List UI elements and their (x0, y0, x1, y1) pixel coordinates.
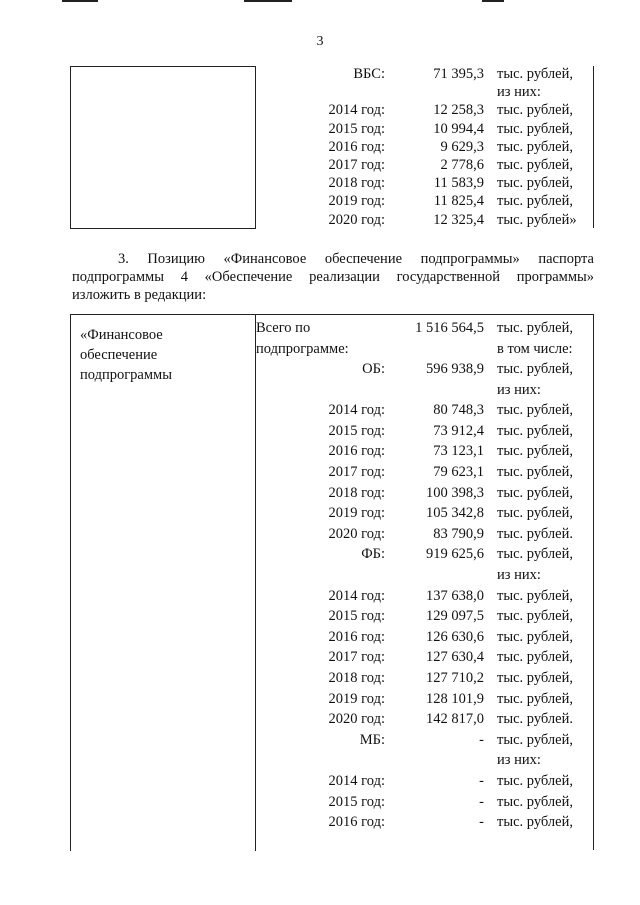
row-unit: тыс. рублей, (497, 157, 573, 173)
total-unit-2: в том числе: (497, 341, 573, 357)
row-unit: тыс. рублей, (497, 670, 573, 686)
row-unit: из них: (497, 567, 541, 583)
row-unit: тыс. рублей, (497, 690, 573, 707)
row-unit: из них: (497, 84, 541, 101)
row-value: 73 912,4 (433, 422, 484, 439)
table2-left-cell (70, 314, 256, 851)
row-unit: тыс. рублей, (497, 464, 573, 480)
row-value: 128 101,9 (426, 690, 484, 707)
row-unit: из них: (497, 381, 541, 398)
row-value: 137 638,0 (426, 587, 484, 604)
row-unit: тыс. рублей, (497, 138, 573, 155)
row-label: 2019 год: (328, 690, 385, 707)
page-number: 3 (316, 34, 324, 49)
row-label: 2015 год: (328, 120, 385, 137)
row-label: 2014 год: (328, 773, 385, 789)
instruction-line-2: подпрограммы 4 «Обеспечение реализации государственной программы» (72, 269, 594, 285)
row-value: 2 778,6 (440, 157, 484, 173)
row-label: ФБ: (361, 546, 385, 563)
row-label-line-1: «Финансовое (80, 327, 163, 343)
instruction-paragraph (72, 250, 594, 304)
row-label-line-2: обеспечение (80, 347, 158, 363)
row-unit: тыс. рублей, (497, 814, 573, 831)
row-value: 127 710,2 (426, 670, 484, 686)
row-label: 2020 год: (328, 211, 385, 228)
row-value: 79 623,1 (433, 464, 484, 480)
row-unit: тыс. рублей, (497, 484, 573, 501)
row-value: 105 342,8 (426, 505, 484, 522)
row-label: 2016 год: (328, 628, 385, 645)
row-value: 919 625,6 (426, 546, 484, 563)
row-label: 2018 год: (328, 175, 385, 192)
row-unit: тыс. рублей» (497, 211, 577, 228)
row-unit: тыс. рублей, (497, 731, 573, 748)
row-unit: тыс. рублей, (497, 193, 573, 210)
row-value: 596 938,9 (426, 361, 484, 377)
row-value: 83 790,9 (433, 525, 484, 542)
row-label: 2017 год: (328, 157, 385, 173)
row-value: 100 398,3 (426, 484, 484, 501)
row-unit: тыс. рублей, (497, 773, 573, 789)
row-value: - (479, 814, 484, 831)
row-value: 71 395,3 (433, 66, 484, 82)
row-unit: тыс. рублей, (497, 120, 573, 137)
row-label: 2015 год: (328, 422, 385, 439)
row-unit: тыс. рублей. (497, 711, 573, 728)
row-unit: тыс. рублей, (497, 175, 573, 192)
row-value: 142 817,0 (426, 711, 484, 728)
table1-left-cell (70, 66, 256, 229)
table2-row-label (80, 325, 172, 385)
row-label: 2015 год: (328, 608, 385, 625)
total-header-line-1: Всего по (256, 320, 311, 336)
row-value: - (479, 773, 484, 789)
total-unit: тыс. рублей, (497, 320, 573, 336)
row-label: 2020 год: (328, 711, 385, 728)
row-label: 2014 год: (328, 402, 385, 419)
row-unit: тыс. рублей, (497, 443, 573, 460)
table2-top-border (70, 314, 594, 315)
row-label: 2016 год: (328, 814, 385, 831)
row-label: 2018 год: (328, 484, 385, 501)
row-label: 2017 год: (328, 649, 385, 666)
row-value: 11 583,9 (433, 175, 484, 192)
row-unit: тыс. рублей, (497, 608, 573, 625)
top-edge-mark-left (62, 0, 98, 2)
row-label: 2019 год: (328, 505, 385, 522)
row-value: - (479, 793, 484, 810)
row-unit: тыс. рублей, (497, 628, 573, 645)
row-label: 2014 год: (328, 587, 385, 604)
row-unit: тыс. рублей, (497, 102, 573, 119)
row-label: 2015 год: (328, 793, 385, 810)
row-value: 12 258,3 (433, 102, 484, 119)
row-label: 2020 год: (328, 525, 385, 542)
row-label-line-3: подпрограммы (80, 367, 172, 383)
row-unit: тыс. рублей. (497, 525, 573, 542)
row-label: ВБС: (353, 66, 385, 82)
row-value: 129 097,5 (426, 608, 484, 625)
row-value: 73 123,1 (433, 443, 484, 460)
row-unit: тыс. рублей, (497, 587, 573, 604)
row-unit: тыс. рублей, (497, 402, 573, 419)
row-label: 2019 год: (328, 193, 385, 210)
row-unit: тыс. рублей, (497, 361, 573, 377)
row-unit: тыс. рублей, (497, 793, 573, 810)
table2-right-border (593, 314, 594, 850)
row-unit: тыс. рублей, (497, 66, 573, 82)
row-label: 2016 год: (328, 138, 385, 155)
row-value: 126 630,6 (426, 628, 484, 645)
row-label: 2016 год: (328, 443, 385, 460)
instruction-line-1: 3. Позицию «Финансовое обеспечение подпрограммы» паспорта (118, 251, 594, 267)
row-value: 12 325,4 (433, 211, 484, 228)
row-unit: из них: (497, 752, 541, 769)
row-value: 11 825,4 (433, 193, 484, 210)
row-value: 127 630,4 (426, 649, 484, 666)
top-edge-mark-center (244, 0, 292, 2)
top-edge-mark-right (482, 0, 504, 2)
row-label: 2017 год: (328, 464, 385, 480)
table1-right-border (593, 66, 594, 228)
row-label: ОБ: (362, 361, 385, 377)
row-unit: тыс. рублей, (497, 505, 573, 522)
row-unit: тыс. рублей, (497, 546, 573, 563)
row-label: МБ: (359, 731, 385, 748)
row-label: 2018 год: (328, 670, 385, 686)
total-value: 1 516 564,5 (415, 320, 484, 336)
row-value: 80 748,3 (433, 402, 484, 419)
total-header-line-2: подпрограмме: (256, 341, 349, 357)
row-unit: тыс. рублей, (497, 422, 573, 439)
row-value: - (479, 731, 484, 748)
row-value: 10 994,4 (433, 120, 484, 137)
row-label: 2014 год: (328, 102, 385, 119)
row-unit: тыс. рублей, (497, 649, 573, 666)
instruction-line-3: изложить в редакции: (72, 287, 207, 303)
row-value: 9 629,3 (440, 138, 484, 155)
